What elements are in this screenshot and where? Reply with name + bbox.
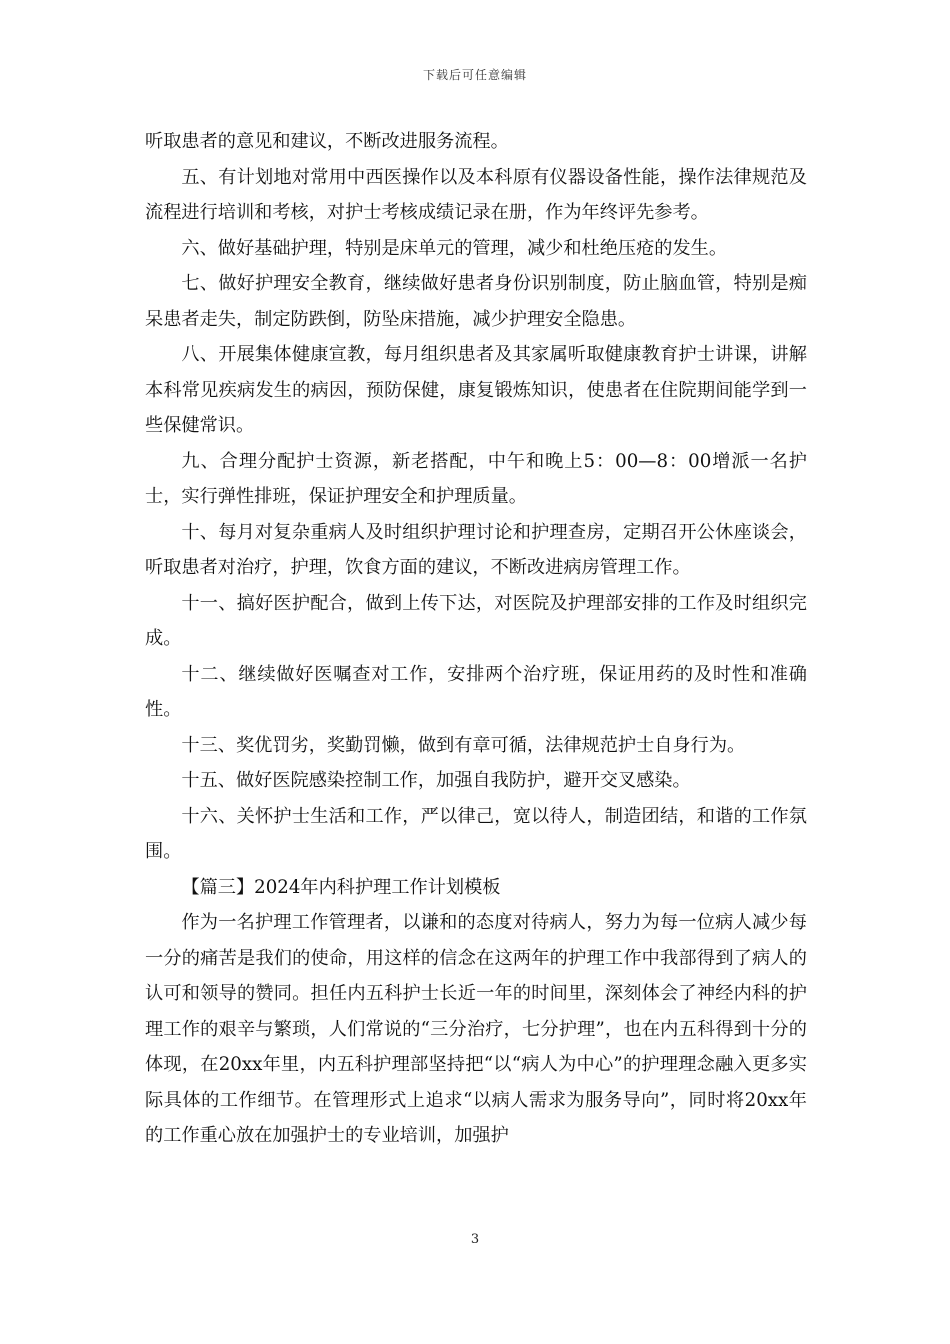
paragraph-11: 十六、关怀护士生活和工作，严以律己，宽以待人，制造团结，和谐的工作氛围。 [145, 805, 807, 862]
section-heading: 【篇三】2024年内科护理工作计划模板 [181, 876, 501, 898]
page-header-note: 下载后可任意编辑 [422, 68, 527, 82]
paragraph-7: 十一、搞好医护配合，做到上传下达，对医院及护理部安排的工作及时组织完成。 [145, 592, 807, 649]
page-number: 3 [470, 1232, 480, 1247]
paragraph-5: 九、合理分配护士资源，新老搭配，中午和晚上5：00—8：00增派一名护士，实行弹性排班，保证护理安全和护理质量。 [145, 450, 807, 507]
paragraph-10: 十五、做好医院感染控制工作，加强自我防护，避开交叉感染。 [181, 770, 691, 791]
paragraph-9: 十三、奖优罚劣，奖勤罚懒，做到有章可循，法律规范护士自身行为。 [181, 734, 746, 756]
paragraph-8: 十二、继续做好医嘱查对工作，安排两个治疗班，保证用药的及时性和准确性。 [145, 663, 807, 720]
paragraph-13: 作为一名护理工作管理者，以谦和的态度对待病人，努力为每一位病人减少每一分的痛苦是我们的使命，用这样的信念在这两年的护理工作中我部得到了病人的认可和领导的赞同。担任内五科护士长近一年的时间里，深刻体会了神经内科的护理工作的艰辛与繁琐，人们常说的“三分治疗，七分护理”，也在内五科得到十分的体现，在20xx年里，内五科护理部坚持把“以“病人为中心”的护理理念融入更多实际具体的工作细节。在管理形式上追求“以病人需求为服务导向”，同时将20xx年的工作重心放在加强护士的专业培训，加强护 [145, 912, 807, 1146]
document-body [145, 124, 807, 1154]
paragraph-1: 五、有计划地对常用中西医操作以及本科原有仪器设备性能，操作法律规范及流程进行培训和考核，对护士考核成绩记录在册，作为年终评先参考。 [145, 166, 807, 223]
paragraph-4: 八、开展集体健康宣教，每月组织患者及其家属听取健康教育护士讲课，讲解本科常见疾病发生的病因，预防保健，康复锻炼知识，使患者在住院期间能学到一些保健常识。 [145, 344, 807, 436]
paragraph-6: 十、每月对复杂重病人及时组织护理讨论和护理查房，定期召开公休座谈会，听取患者对治疗，护理，饮食方面的建议，不断改进病房管理工作。 [145, 521, 807, 578]
paragraph-2: 六、做好基础护理，特别是床单元的管理，减少和杜绝压疮的发生。 [181, 237, 728, 259]
paragraph-3: 七、做好护理安全教育，继续做好患者身份识别制度，防止脑血管，特别是痴呆患者走失，制定防跌倒，防坠床措施，减少护理安全隐患。 [145, 273, 807, 330]
paragraph-0: 听取患者的意见和建议，不断改进服务流程。 [145, 131, 509, 152]
